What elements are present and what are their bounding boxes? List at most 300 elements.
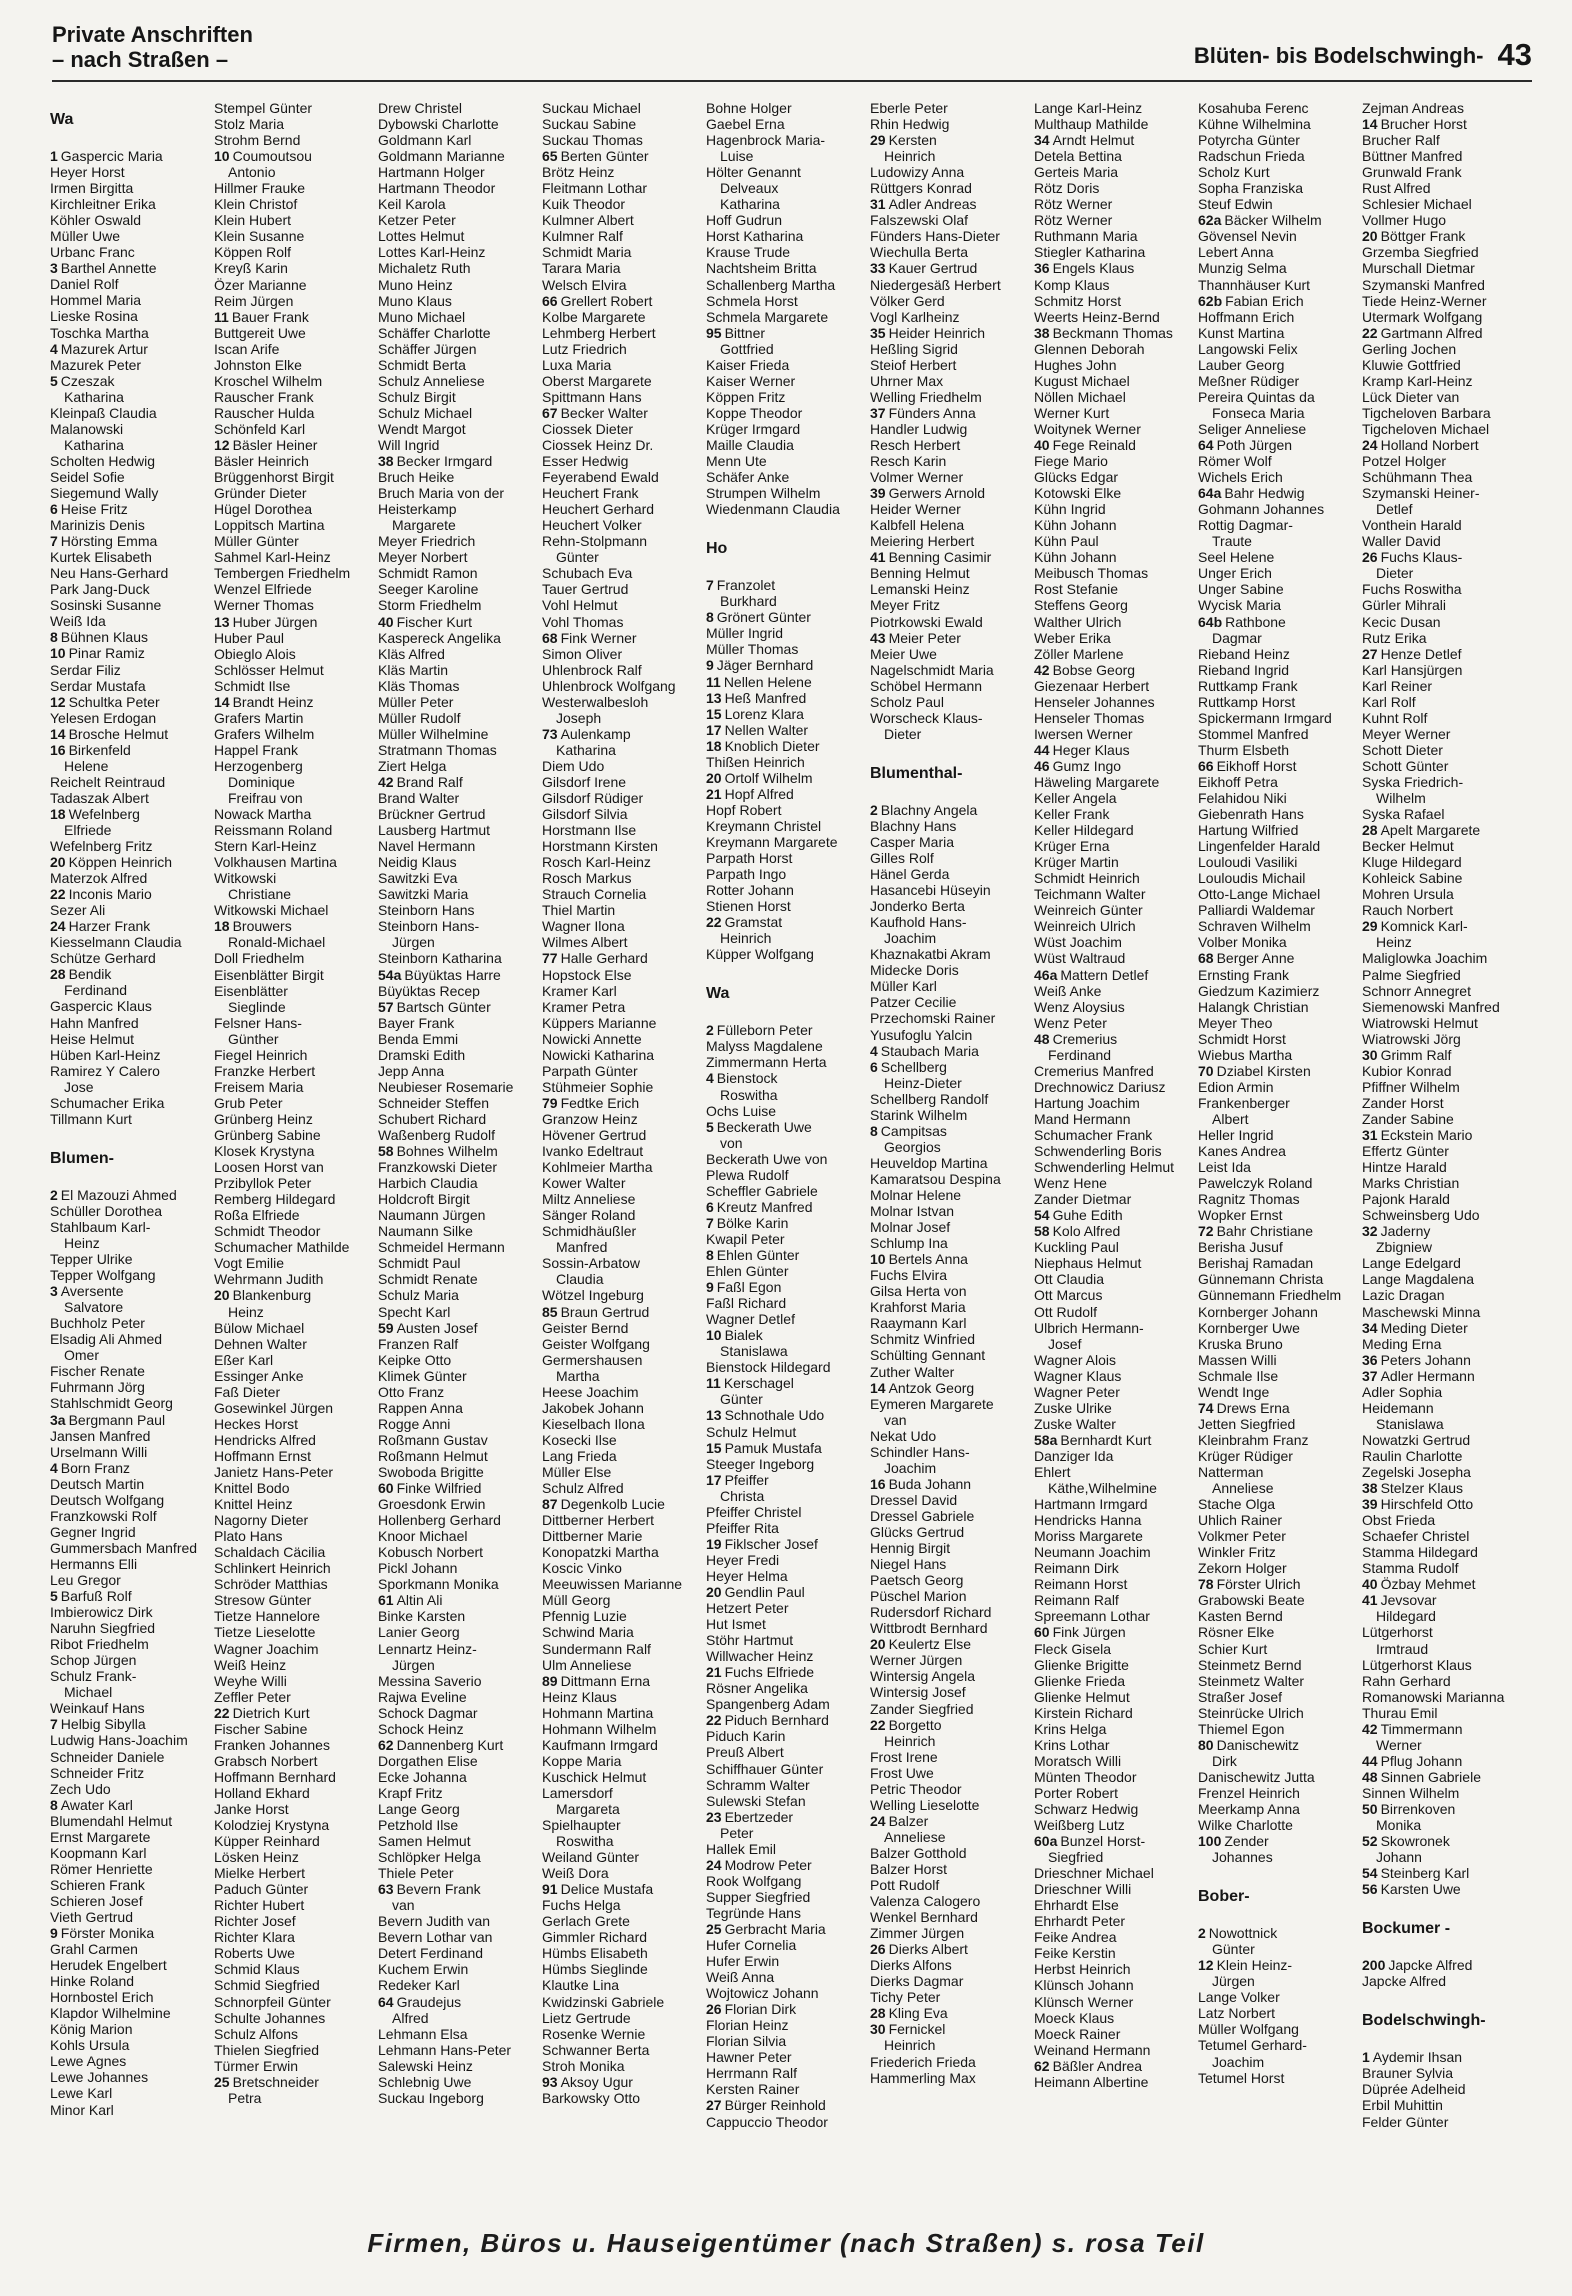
house-number: 68 xyxy=(1198,950,1214,967)
directory-entry: Esser Hedwig xyxy=(542,453,629,470)
directory-entry: Gummersbach Manfred xyxy=(50,1539,198,1556)
directory-entry xyxy=(706,657,870,673)
directory-entry: Wiebus Martha xyxy=(1198,1046,1293,1063)
directory-entry: Münten Theodor xyxy=(1034,1768,1137,1785)
directory-entry: Gründer Dieter xyxy=(214,485,307,502)
directory-entry: Rehn-Stolpmann xyxy=(542,533,648,550)
directory-entry xyxy=(706,1327,870,1343)
directory-entry: Püschel Marion xyxy=(870,1588,967,1605)
directory-entry: Nagorny Dieter xyxy=(214,1512,309,1529)
directory-entry: Keipke Otto xyxy=(378,1351,452,1368)
resident-name: Nellen Walter xyxy=(724,721,809,738)
directory-entry: Kreymann Margarete xyxy=(706,833,838,850)
directory-entry: Friederich Frieda xyxy=(870,2053,976,2070)
resident-name: Altin Ali xyxy=(396,1592,443,1609)
resident-name: Jaderny xyxy=(1380,1223,1431,1240)
house-number: 39 xyxy=(1362,1496,1378,1513)
resident-name: Karsten Uwe xyxy=(1380,1881,1461,1898)
directory-entry: Schulz Maria xyxy=(378,1287,459,1304)
directory-entry: Schmid Siegfried xyxy=(214,1977,320,1994)
house-number: 14 xyxy=(870,1379,886,1396)
entry-continuation: Fonseca Maria xyxy=(1212,404,1305,421)
directory-entry: Reimann Ralf xyxy=(1034,1592,1119,1609)
directory-entry: Spielhaupter xyxy=(542,1817,621,1834)
directory-entry: Suckau Sabine xyxy=(542,116,637,133)
entry-continuation: Jose xyxy=(64,1078,94,1095)
directory-entry: Janietz Hans-Peter xyxy=(214,1463,334,1480)
directory-entry: Starink Wilhelm xyxy=(870,1106,968,1123)
directory-entry: Otto Franz xyxy=(378,1383,445,1400)
directory-entry xyxy=(1362,1881,1525,1897)
entry-continuation: Claudia xyxy=(556,1271,604,1288)
directory-entry xyxy=(870,1476,1034,1492)
directory-entry: Paetsch Georg xyxy=(870,1572,964,1589)
entry-continuation: Ferdinand xyxy=(1048,1046,1112,1063)
directory-column-4 xyxy=(542,100,706,2198)
directory-entry: Buchholz Peter xyxy=(50,1315,145,1332)
directory-entry: Kleinbrahm Franz xyxy=(1198,1431,1309,1448)
directory-entry xyxy=(1198,437,1362,453)
resident-name: Ortolf Wilhelm xyxy=(724,769,813,786)
house-number: 2 xyxy=(870,801,878,818)
house-number: 78 xyxy=(1198,1576,1214,1593)
resident-name: Apelt Margarete xyxy=(1380,822,1481,839)
directory-entry: Rötz Doris xyxy=(1034,180,1100,197)
directory-entry: Karl Rolf xyxy=(1362,693,1416,710)
directory-entry xyxy=(870,1123,1034,1139)
directory-entry: Grunwald Frank xyxy=(1362,164,1462,181)
resident-name: Brucher Horst xyxy=(1380,116,1467,133)
resident-name: Heise Fritz xyxy=(60,501,128,518)
directory-entry: Stern Karl-Heinz xyxy=(214,838,317,855)
house-number: 9 xyxy=(706,1279,714,1296)
directory-entry: Fuhrmann Jörg xyxy=(50,1379,145,1396)
directory-entry xyxy=(1198,212,1362,228)
entry-continuation: Stanislawa xyxy=(1376,1415,1444,1432)
directory-entry: Samen Helmut xyxy=(378,1833,471,1850)
directory-entry: Michaletz Ruth xyxy=(378,260,471,277)
directory-entry xyxy=(706,1070,870,1086)
directory-entry: Tietze Lieselotte xyxy=(214,1624,316,1641)
directory-entry: Pereira Quintas da xyxy=(1198,388,1315,405)
entry-continuation: Albert xyxy=(1212,1110,1249,1127)
directory-entry: Tietze Hannelore xyxy=(214,1608,321,1625)
resident-name: Aydemir Ihsan xyxy=(1372,2049,1463,2066)
directory-entry: Schumacher Frank xyxy=(1034,1127,1153,1143)
directory-entry: Heßling Sigrid xyxy=(870,340,958,357)
directory-entry: Wiechulla Berta xyxy=(870,244,969,261)
house-number: 18 xyxy=(706,737,722,754)
resident-name: Guhe Edith xyxy=(1052,1207,1123,1224)
directory-entry: Kaufhold Hans- xyxy=(870,914,967,931)
directory-entry: Lewe Karl xyxy=(50,2085,113,2102)
directory-entry: Weerts Heinz-Bernd xyxy=(1034,308,1160,325)
directory-entry: Kohls Ursula xyxy=(50,2037,130,2054)
resident-name: Gaspercic Maria xyxy=(60,148,163,164)
resident-name: Japcke Alfred xyxy=(1388,1957,1473,1974)
directory-entry xyxy=(870,1043,1034,1059)
directory-entry: Schmitz Winfried xyxy=(870,1331,976,1348)
resident-name: Born Franz xyxy=(60,1459,131,1476)
directory-entry: Dierks Alfons xyxy=(870,1957,952,1974)
house-number: 64a xyxy=(1198,485,1222,502)
directory-entry: Meibusch Thomas xyxy=(1034,565,1149,582)
resident-name: Hopf Alfred xyxy=(724,785,794,802)
directory-entry: Büttner Manfred xyxy=(1362,148,1463,165)
directory-entry: Volmer Werner xyxy=(870,469,964,486)
directory-entry xyxy=(1034,2058,1198,2074)
directory-entry: Müller Ingrid xyxy=(706,625,784,642)
house-number: 46a xyxy=(1034,966,1058,983)
directory-entry: Rauscher Frank xyxy=(214,388,314,405)
directory-entry: Ehlen Günter xyxy=(706,1263,789,1280)
directory-entry: Schneider Steffen xyxy=(378,1094,490,1111)
directory-entry: Grub Peter xyxy=(214,1094,283,1111)
directory-entry: Thiel Martin xyxy=(542,902,616,919)
directory-entry: Massen Willi xyxy=(1198,1351,1277,1368)
directory-entry: Petzhold Ilse xyxy=(378,1817,459,1834)
directory-entry: Miltz Anneliese xyxy=(542,1191,636,1208)
house-number: 58a xyxy=(1034,1431,1058,1448)
house-number: 20 xyxy=(1362,228,1378,245)
directory-entry xyxy=(542,1095,706,1111)
resident-name: Mazurek Artur xyxy=(60,340,148,357)
resident-name: Bölke Karin xyxy=(716,1214,789,1231)
directory-entry xyxy=(1362,1223,1525,1239)
directory-entry: Schmeidel Hermann xyxy=(378,1239,505,1256)
directory-entry: Grünberg Heinz xyxy=(214,1110,313,1127)
directory-entry: Vohl Helmut xyxy=(542,597,618,614)
house-number: 73 xyxy=(542,725,558,742)
directory-entry xyxy=(50,148,214,164)
directory-entry: Thurau Emil xyxy=(1362,1704,1438,1721)
directory-entry xyxy=(706,1921,870,1937)
directory-entry: Zech Udo xyxy=(50,1780,111,1797)
house-number: 34 xyxy=(1362,1319,1378,1336)
street-heading: Ho xyxy=(706,540,728,558)
directory-entry: Imbierowicz Dirk xyxy=(50,1604,153,1621)
directory-entry: Florian Silvia xyxy=(706,2033,787,2050)
entry-continuation: Heinrich xyxy=(884,2037,936,2054)
house-number: 59 xyxy=(378,1319,394,1336)
directory-entry: Maschewski Minna xyxy=(1362,1303,1481,1320)
directory-entry: Faßl Richard xyxy=(706,1295,787,1312)
directory-entry xyxy=(870,1251,1034,1267)
directory-entry: Reim Jürgen xyxy=(214,292,294,309)
directory-entry: Pfiffner Wilhelm xyxy=(1362,1078,1460,1095)
resident-name: Pinar Ramiz xyxy=(68,645,145,662)
directory-entry: Weiland Günter xyxy=(542,1849,640,1866)
directory-entry: Hartmann Irmgard xyxy=(1034,1496,1148,1513)
resident-name: Poth Jürgen xyxy=(1216,436,1293,453)
directory-entry: Seliger Anneliese xyxy=(1198,420,1307,437)
street-heading: Blumenthal- xyxy=(870,764,963,782)
street-range: Blüten- bis Bodelschwingh- xyxy=(1193,43,1484,68)
directory-entry: Kunst Martina xyxy=(1198,324,1285,341)
directory-entry: Klein Susanne xyxy=(214,228,305,245)
directory-entry: Lange Karl-Heinz xyxy=(1034,100,1143,116)
directory-entry: Zuske Ulrike xyxy=(1034,1399,1112,1416)
directory-entry: Stühmeier Sophie xyxy=(542,1078,654,1095)
resident-name: Kreutz Manfred xyxy=(716,1198,813,1215)
directory-entry: Schnorpfeil Günter xyxy=(214,1993,331,2010)
entry-continuation: Dominique xyxy=(228,773,295,790)
directory-entry: Hillmer Frauke xyxy=(214,180,306,197)
directory-entry xyxy=(1362,1592,1525,1608)
directory-entry: Kruska Bruno xyxy=(1198,1335,1283,1352)
house-number: 13 xyxy=(706,689,722,706)
directory-entry: Lange Volker xyxy=(1198,1989,1280,2006)
directory-entry: Schülting Gennant xyxy=(870,1347,986,1364)
directory-entry: Lebert Anna xyxy=(1198,244,1274,261)
directory-entry xyxy=(378,1737,542,1753)
directory-entry: Giebenrath Hans xyxy=(1198,806,1304,823)
directory-entry: Straßer Josef xyxy=(1198,1688,1283,1705)
directory-entry: Gaspercic Klaus xyxy=(50,998,152,1015)
directory-entry: Louloudis Michail xyxy=(1198,870,1306,887)
directory-entry xyxy=(1034,325,1198,341)
directory-column-6 xyxy=(870,100,1034,2198)
resident-name: Aulenkamp xyxy=(560,725,631,742)
house-number: 22 xyxy=(1362,324,1378,341)
directory-entry: Koscic Vinko xyxy=(542,1560,622,1577)
directory-column-2 xyxy=(214,100,378,2198)
directory-entry: Schmidt Heinrich xyxy=(1034,870,1140,887)
directory-entry: Menn Ute xyxy=(706,453,767,470)
house-number: 40 xyxy=(378,613,394,630)
directory-entry: Nowatzki Gertrud xyxy=(1362,1431,1471,1448)
directory-entry: Weiß Ida xyxy=(50,613,106,630)
directory-entry: Irmen Birgitta xyxy=(50,180,134,197)
entry-continuation: Katharina xyxy=(556,741,616,758)
directory-entry: Schulz Birgit xyxy=(378,388,456,405)
street-range-title xyxy=(1193,37,1532,72)
directory-entry: Schindler Hans- xyxy=(870,1443,970,1460)
directory-entry: Toschka Martha xyxy=(50,324,149,341)
section-title-line2: – nach Straßen – xyxy=(52,47,229,72)
resident-name: Arndt Helmut xyxy=(1052,132,1135,149)
resident-name: Fink Jürgen xyxy=(1052,1624,1126,1641)
directory-entry xyxy=(1362,325,1525,341)
directory-entry: Klünsch Werner xyxy=(1034,1993,1134,2010)
directory-entry: Plewa Rudolf xyxy=(706,1166,789,1183)
directory-entry: Heuchert Gerhard xyxy=(542,501,655,518)
directory-entry xyxy=(870,1636,1034,1652)
directory-entry: Welling Friedhelm xyxy=(870,388,982,405)
directory-entry: Unger Sabine xyxy=(1198,581,1284,598)
directory-entry: Hövener Gertrud xyxy=(542,1127,647,1143)
house-number: 20 xyxy=(706,1583,722,1600)
entry-continuation: Heinz xyxy=(228,1303,264,1320)
directory-entry: Detert Ferdinand xyxy=(378,1945,484,1962)
directory-entry: Kolodziej Krystyna xyxy=(214,1817,330,1834)
resident-name: Grönert Günter xyxy=(716,609,811,626)
house-number: 25 xyxy=(214,2073,230,2090)
directory-entry xyxy=(1362,1480,1525,1496)
directory-entry: Reichelt Reintraud xyxy=(50,773,166,790)
directory-entry xyxy=(706,1809,870,1825)
directory-entry: Louloudi Vasiliki xyxy=(1198,854,1298,871)
directory-entry: Tigcheloven Barbara xyxy=(1362,404,1491,421)
directory-entry: Wintersig Angela xyxy=(870,1668,976,1685)
directory-entry: Messina Saverio xyxy=(378,1672,482,1689)
house-number: 22 xyxy=(706,914,722,931)
directory-entry: Eberle Peter xyxy=(870,100,948,116)
directory-entry: Hümbs Elisabeth xyxy=(542,1945,648,1962)
directory-entry: Stolz Maria xyxy=(214,116,285,133)
directory-entry: Hartung Wilfried xyxy=(1198,822,1299,839)
directory-entry: Maliglowka Joachim xyxy=(1362,950,1488,967)
directory-entry: Heider Werner xyxy=(870,501,961,518)
directory-entry: Eisenblätter Birgit xyxy=(214,966,324,983)
directory-entry: Palme Siegfried xyxy=(1362,966,1461,983)
directory-entry: Müll Georg xyxy=(542,1592,611,1609)
directory-entry: Obst Frieda xyxy=(1362,1512,1436,1529)
directory-entry: Gegner Ingrid xyxy=(50,1523,136,1540)
directory-entry: Schott Günter xyxy=(1362,757,1449,774)
directory-entry: Woitynek Werner xyxy=(1034,420,1141,437)
directory-entry xyxy=(214,1705,378,1721)
house-number: 37 xyxy=(1362,1367,1378,1384)
house-number: 5 xyxy=(706,1118,714,1135)
directory-entry: Winkler Fritz xyxy=(1198,1544,1276,1561)
directory-entry: Müller Wilhelmine xyxy=(378,725,489,742)
directory-entry: Glienke Frieda xyxy=(1034,1672,1126,1689)
directory-entry: Ciossek Heinz Dr. xyxy=(542,436,654,453)
house-number: 48 xyxy=(1362,1768,1378,1785)
house-number: 22 xyxy=(50,886,66,903)
directory-entry: Frankenberger xyxy=(1198,1094,1290,1111)
directory-entry: Drechnowicz Dariusz xyxy=(1034,1078,1166,1095)
directory-entry: Weyhe Willi xyxy=(214,1672,287,1689)
house-number: 16 xyxy=(870,1475,886,1492)
directory-entry xyxy=(870,325,1034,341)
directory-entry: Lehmberg Herbert xyxy=(542,324,656,341)
house-number: 36 xyxy=(1362,1351,1378,1368)
directory-entry: Jonderko Berta xyxy=(870,898,965,915)
directory-entry xyxy=(378,1994,542,2010)
entry-continuation: Käthe,Wilhelmine xyxy=(1048,1480,1157,1497)
directory-entry: Heise Helmut xyxy=(50,1030,135,1047)
house-number: 91 xyxy=(542,1881,558,1898)
directory-entry: Thurm Elsbeth xyxy=(1198,741,1290,758)
resident-name: Bahr Christiane xyxy=(1216,1223,1314,1240)
directory-entry: Gilsdorf Irene xyxy=(542,773,627,790)
directory-entry: Tetumel Gerhard- xyxy=(1198,2037,1307,2054)
spacer xyxy=(1362,1897,1525,1909)
directory-entry: Vonthein Harald xyxy=(1362,517,1462,534)
directory-entry: Tadaszak Albert xyxy=(50,789,149,806)
directory-entry xyxy=(542,2074,706,2090)
directory-entry: Lang Frieda xyxy=(542,1447,617,1464)
directory-entry xyxy=(706,1440,870,1456)
directory-entry: Steeger Ingeborg xyxy=(706,1455,815,1472)
directory-entry: Effertz Günter xyxy=(1362,1143,1449,1160)
directory-entry: Iwersen Werner xyxy=(1034,725,1133,742)
directory-entry: Dehnen Walter xyxy=(214,1335,307,1352)
directory-entry: Knittel Bodo xyxy=(214,1480,290,1497)
directory-entry: Nowicki Annette xyxy=(542,1030,642,1047)
directory-entry: Klosek Krystyna xyxy=(214,1143,315,1160)
directory-entry: Radschun Frieda xyxy=(1198,148,1305,165)
spacer xyxy=(1362,2037,1525,2049)
directory-entry xyxy=(378,1320,542,1336)
directory-entry: Kohleick Sabine xyxy=(1362,870,1463,887)
directory-entry: Multhaup Mathilde xyxy=(1034,116,1149,133)
directory-entry: Reissmann Roland xyxy=(214,822,333,839)
directory-entry: Ehrhardt Peter xyxy=(1034,1913,1126,1930)
directory-entry: Lieske Rosina xyxy=(50,308,138,325)
resident-name: Köppen Heinrich xyxy=(68,854,173,871)
entry-continuation: Dagmar xyxy=(1212,629,1262,646)
directory-entry: Hohmann Martina xyxy=(542,1704,654,1721)
resident-name: Bäsler Heiner xyxy=(232,436,318,453)
directory-entry: Steinborn Hans- xyxy=(378,918,480,935)
directory-entry: Goldmann Karl xyxy=(378,132,472,149)
directory-entry: Lange Edelgard xyxy=(1362,1255,1461,1272)
entry-continuation: Günter xyxy=(1212,1941,1255,1958)
footer-note: Firmen, Büros u. Hauseigentümer (nach Straßen) s. rosa Teil xyxy=(367,2228,1205,2258)
directory-entry xyxy=(1362,1576,1525,1592)
directory-entry: Schmidt Ilse xyxy=(214,677,291,694)
entry-continuation: Johann xyxy=(1376,1849,1422,1866)
resident-name: Drews Erna xyxy=(1216,1399,1290,1416)
directory-entry: Horstmann Kirsten xyxy=(542,838,658,855)
directory-entry: Hawner Peter xyxy=(706,2049,792,2066)
directory-entry: Lennartz Heinz- xyxy=(378,1640,477,1657)
house-number: 15 xyxy=(706,705,722,722)
directory-entry: Loppitsch Martina xyxy=(214,517,325,534)
directory-entry: Dramski Edith xyxy=(378,1046,466,1063)
directory-entry: Happel Frank xyxy=(214,741,299,758)
directory-entry: Witkowski Michael xyxy=(214,902,329,919)
directory-entry: Schmidt Renate xyxy=(378,1271,478,1288)
directory-entry: Utermark Wolfgang xyxy=(1362,308,1483,325)
directory-entry: Schmid Klaus xyxy=(214,1961,300,1978)
house-number: 25 xyxy=(706,1920,722,1937)
house-number: 11 xyxy=(214,308,229,325)
house-number: 7 xyxy=(50,1716,58,1733)
directory-entry: Komp Klaus xyxy=(1034,276,1110,293)
directory-entry xyxy=(870,132,1034,148)
resident-name: Hirschfeld Otto xyxy=(1380,1496,1474,1513)
directory-entry xyxy=(1198,1957,1362,1973)
directory-entry: Tauer Gertrud xyxy=(542,581,629,598)
directory-entry: Ciossek Dieter xyxy=(542,420,634,437)
directory-column-7 xyxy=(1034,100,1198,2198)
house-number: 28 xyxy=(1362,822,1378,839)
directory-entry: Hommel Maria xyxy=(50,292,142,309)
resident-name: Helbig Sibylla xyxy=(60,1716,146,1733)
directory-entry: Willwacher Heinz xyxy=(706,1648,814,1665)
house-number: 27 xyxy=(1362,645,1378,662)
resident-name: Schultka Peter xyxy=(68,693,160,710)
house-number: 42 xyxy=(378,773,394,790)
resident-name: Brand Ralf xyxy=(396,773,463,790)
directory-entry: Kiesselmann Claudia xyxy=(50,934,182,951)
resident-name: Inconis Mario xyxy=(68,886,152,903)
directory-entry: Falszewski Olaf xyxy=(870,212,969,229)
directory-entry: Westerwalbesloh xyxy=(542,693,649,710)
directory-entry: Wilmes Albert xyxy=(542,934,628,951)
directory-entry: Gilles Rolf xyxy=(870,850,934,867)
directory-entry: Hölter Genannt xyxy=(706,164,801,181)
directory-entry: Schlinkert Heinrich xyxy=(214,1560,331,1577)
directory-entry: Reimann Horst xyxy=(1034,1576,1128,1593)
directory-entry xyxy=(706,1119,870,1135)
resident-name: Fischer Kurt xyxy=(396,613,473,630)
directory-entry: Fischer Sabine xyxy=(214,1720,308,1737)
